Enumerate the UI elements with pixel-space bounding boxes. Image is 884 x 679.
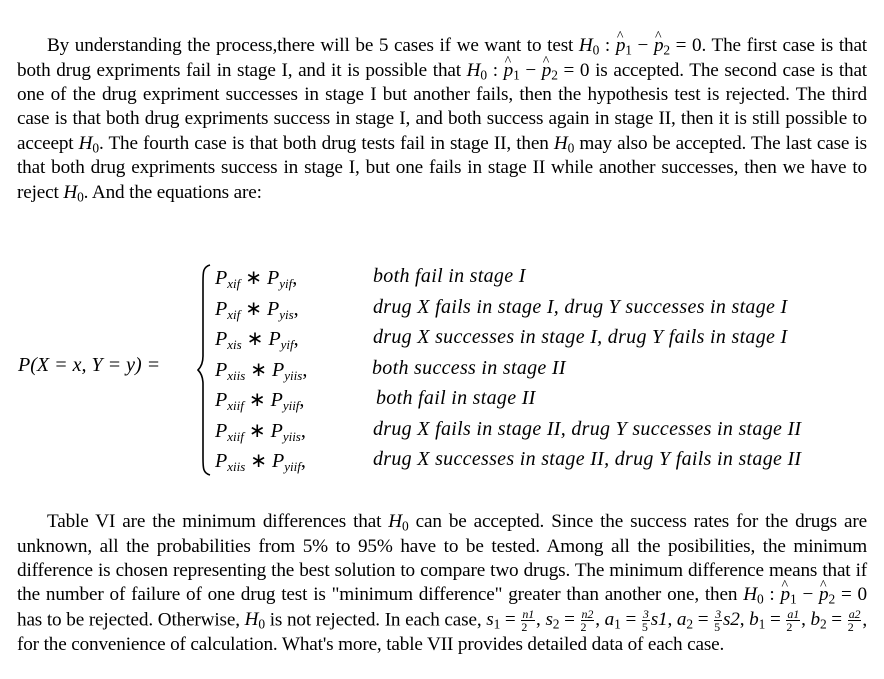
case-condition: drug X fails in stage I, drug Y successes in stage I: [373, 296, 788, 318]
case-condition: drug X fails in stage II, drug Y successes in stage II: [373, 418, 802, 440]
paragraph-minimum-difference: [17, 510, 867, 657]
case-condition: both success in stage II: [372, 357, 566, 379]
fraction: $\frac{a2}{2}$: [847, 606, 861, 634]
case-expression: $P_{xiif}$ ∗ $P_{yiif}$,: [215, 389, 305, 413]
hypothesis-h0-expression: $H_0$ : ^ $p_1$ − ^ $p_2 = 0$: [743, 584, 867, 605]
h0-symbol: $H_0$: [63, 181, 84, 204]
hypothesis-h0-expression: $H_0$ : ^ $p_1$ − ^ $p_2 = 0$: [579, 35, 702, 56]
text-segment: has to be rejected. Otherwise,: [17, 609, 245, 631]
left-brace-icon: [197, 264, 211, 476]
text-segment: . And the equations are:: [83, 181, 262, 203]
text-segment: is accepted. The second case is that one of the drug expriment successes in stage I but another fails, then the hypothesis test is rejected. The third case is that both drug expriments success in stage I, and both success again in stage II, then it is still possible to acceept: [17, 59, 867, 154]
joint-probability-equation: [0, 262, 884, 482]
text-segment: Table VI are the minimum differences that: [47, 511, 389, 533]
case-expression: $P_{xiif}$ ∗ $P_{yiis}$,: [215, 420, 306, 444]
text-segment: , for the convenience of calculation. What's more, table VII provides detailed data of each case.: [17, 609, 868, 655]
equation-lhs: P(X = x, Y = y) =: [18, 354, 161, 376]
paragraph-cases-intro: [17, 34, 867, 205]
hypothesis-h0-expression: $H_0$ : ^ $p_1$ − ^ $p_2 = 0$: [467, 60, 590, 81]
fraction: $\frac{n2}{2}$: [580, 606, 594, 634]
case-condition: drug X successes in stage I, drug Y fails in stage I: [373, 326, 788, 348]
case-expression: $P_{xiis}$ ∗ $P_{yiif}$,: [215, 450, 306, 474]
text-segment: can be accepted. Since the success rates for the drugs are unknown, all the probabilities from 5% to 95% have to be tested. Among all the posibilities, the minimum difference is chosen representing the best solution to compare two drugs. The minimum difference means that if the number of failure of one drug test is "minimum difference" greater than another one, then: [17, 511, 867, 606]
case-condition: both fail in stage I: [373, 265, 526, 287]
h0-symbol: $H_0$: [78, 132, 99, 156]
text-segment: may also be accepted. The last case is that both drug expriments success in stage I, but one fails in stage II while another successes, then we have to reject: [17, 132, 868, 203]
fraction: $\frac{n1}{2}$: [521, 606, 535, 634]
variable-definitions: $s_1$ = $\frac{n1}{2}$ , $s_2$ = $\frac{n2}{2}$ , $a_1$ = $\frac{3}{5}$ s1, $a_2$ = $\frac{3}{5}$ s2, $b_1$ = $\frac{a1}{2}$ , $b_2$ = $\frac{a2}{2}$: [486, 606, 861, 634]
case-expression: $P_{xif}$ ∗ $P_{yis}$,: [215, 298, 299, 322]
text-segment: . The fourth case is that both drug tests fail in stage II, then: [98, 132, 554, 154]
text-segment: By understanding the process,there will be 5 cases if we want to test: [47, 35, 579, 57]
h0-symbol: $H_0$: [388, 511, 409, 534]
case-expression: $P_{xif}$ ∗ $P_{yif}$,: [215, 267, 298, 291]
fraction: $\frac{a1}{2}$: [786, 606, 800, 634]
fraction: $\frac{3}{5}$: [714, 606, 721, 634]
text-segment: is not rejected. In each case,: [264, 609, 487, 631]
h0-symbol: $H_0$: [553, 132, 575, 156]
fraction: $\frac{3}{5}$: [641, 606, 649, 634]
case-expression: $P_{xis}$ ∗ $P_{yif}$,: [215, 328, 299, 352]
case-condition: both fail in stage II: [376, 387, 536, 409]
case-expression: $P_{xiis}$ ∗ $P_{yiis}$,: [215, 359, 308, 383]
case-condition: drug X successes in stage II, drug Y fails in stage II: [373, 448, 802, 470]
text-segment: . The first case is that both drug expriments fail in stage I, and it is possible that: [17, 35, 867, 81]
h0-symbol: $H_0$: [244, 609, 265, 632]
